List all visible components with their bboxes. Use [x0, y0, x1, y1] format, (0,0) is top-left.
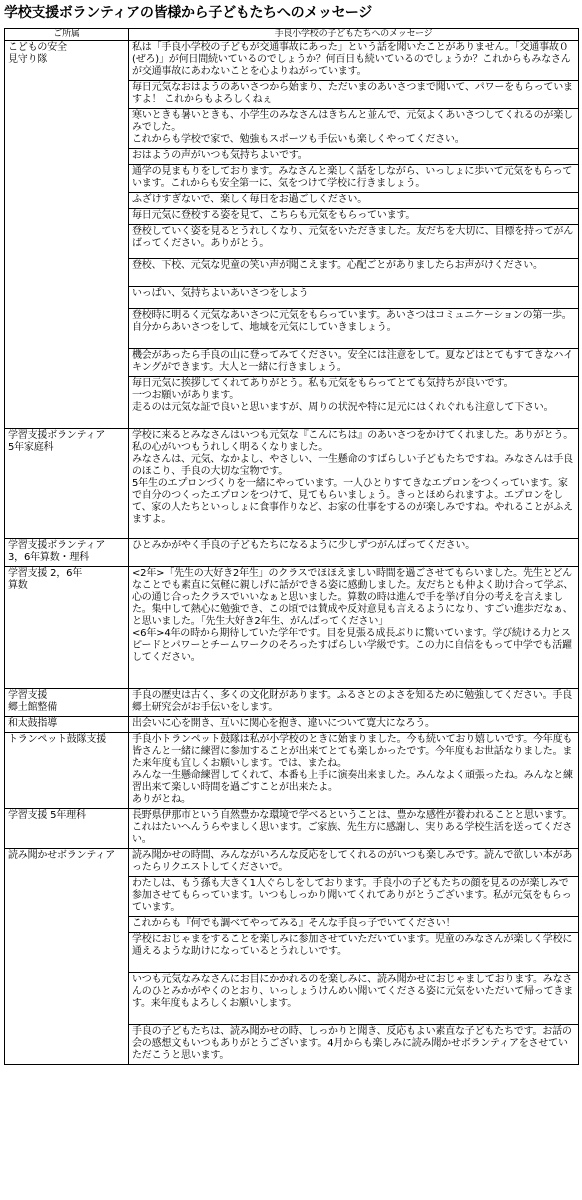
message-text: 手良小トランペット鼓隊は私が小学校のときに始まりました。今も続いており嬉しいです。今年度も皆さんと一緒に練習に参加することが出来てとても楽しかったです。今年度もお世話なりました。また来年度も宜しくお願いします。では、またね。 みんな一生懸命練習してくれて、本番も上手に演奏出来ました。みんなよく頑張ったね。みんなと練習出来て楽しい時間を過ごすことが出来たよ。 ありがとね。 [132, 734, 573, 805]
message-cell [129, 809, 579, 849]
message-cell [129, 165, 579, 193]
affiliation-label: 学習支援ボランティア 5年家庭科 [8, 430, 106, 453]
message-text: 毎日元気なおはようのあいさつから始まり、ただいまのあいさつまで聞いて、パワーをもらっていますよ！ これからもよろしくねぇ [132, 82, 573, 105]
message-cell [129, 377, 579, 429]
message-cell [129, 917, 579, 933]
message-cell [129, 429, 579, 539]
affiliation-cell [5, 429, 129, 539]
message-text: これからも『何でも調べてやってみる』そんな手良っ子でいてください！ [132, 918, 456, 929]
affiliation-label: 学習支援ボランティア 3，6年算数・理科 [8, 540, 106, 563]
table-row [5, 689, 579, 717]
message-text: 学校におじゃまをすることを楽しみに参加させていただいています。児童のみなさんが楽しく学校に通えるような助けになっているとうれしいです。 [132, 934, 573, 957]
message-cell [129, 717, 579, 733]
message-cell [129, 41, 579, 81]
affiliation-cell [5, 689, 129, 717]
affiliation-cell [5, 567, 129, 689]
message-text: 登校していく姿を見るとうれしくなり、元気をいただきました。友だちを大切に、目標を持ってがんばってください。ありがとう。 [132, 226, 573, 249]
affiliation-label: 和太鼓指導 [8, 718, 57, 729]
message-text: 読み聞かせの時間、みんながいろんな反応をしてくれるのがいつも楽しみです。読んで欲しい本があったらリクエストしてくださいで。 [132, 850, 573, 873]
message-cell [129, 849, 579, 877]
message-cell [129, 933, 579, 973]
header-affiliation: ご所属 [5, 29, 129, 41]
affiliation-label: 学習支援 2，6年 算数 [8, 568, 83, 591]
table-row [5, 567, 579, 689]
message-cell [129, 193, 579, 209]
affiliation-cell [5, 717, 129, 733]
affiliation-label: 学習支援 5年理科 [8, 810, 86, 821]
table-row [5, 41, 579, 81]
affiliation-label: 学習支援 郷土館整備 [8, 690, 57, 713]
table-body [5, 41, 579, 1065]
table-row [5, 733, 579, 809]
table-row [5, 809, 579, 849]
message-text: 手良の歴史は古く、多くの文化財があります。ふるさとのよさを知るために勉強してください。手良郷土研究会がお手伝いをします。 [132, 690, 572, 713]
message-cell [129, 309, 579, 349]
message-cell [129, 109, 579, 149]
message-text: わたしは、もう孫も大きく1人ぐらしをしております。手良小の子どもたちの顔を見るのが楽しみで参加させてもらっています。いつもしっかり聞いてくれてありがとうございます。私が元気をもらっています。 [132, 878, 572, 913]
message-text: 毎日元気に挨拶してくれてありがとう。私も元気をもらってとても気持ちが良いです。 一つお願いがあります。 走るのは元気な証で良いと思いますが、周りの状況や特に足元にはくれぐれも注意して下さい。 [132, 378, 554, 413]
message-cell [129, 149, 579, 165]
message-text: 通学の見まもりをしております。みなさんと楽しく話をしながら、いっしょに歩いて元気をもらっています。これからも安全第一に、気をつけて学校に行きましょう。 [132, 166, 573, 189]
message-cell [129, 81, 579, 109]
page-title: 学校支援ボランティアの皆様から子どもたちへのメッセージ [4, 5, 372, 21]
header-message: 手良小学校の子どもたちへのメッセージ [129, 29, 579, 41]
affiliation-cell [5, 849, 129, 1065]
table-row [5, 717, 579, 733]
message-cell [129, 877, 579, 917]
message-text: ひとみかがやく手良の子どもたちになるように少しずつがんばってください。 [132, 540, 475, 551]
message-text: 登校時に明るく元気なあいさつに元気をもらっています。あいさつはコミュニケーションの第一歩。自分からあいさつをして、地域を元気にしていきましょう。 [132, 310, 572, 333]
affiliation-label: こどもの安全 見守り隊 [8, 42, 67, 65]
message-text: <2年>「先生の大好き2年生」のクラスでほほえましい時間を過ごさせてもらいました。先生とどんなことでも素直に気軽に親しげに話ができる姿に感動しました。友だちとも仲よく助け合って学ぶ、心の通じ合ったクラスでいいなぁと思いました。算数の時は進んで手を挙げ自分の考えを言えました。集中して熱心に勉強でき、この頃では賛成や反対意見も言えるようになり、すごい進歩だなぁ、と思いました。「先生大好き2年生、がんばってください」 <6年>4年の時から期待していた学年です。目を見張る成長ぶりに驚いています。学び続ける力とスピードとパワーとチームワークのそろったすばらしい学級です。この力に自信をもって中学でも活躍してください。 [132, 568, 574, 663]
message-text: ふざけすぎないで、楽しく毎日をお過ごしください。 [132, 194, 367, 205]
message-text: 機会があったら手良の山に登ってみてください。安全には注意をして。夏などはとてもすてきなハイキングができます。大人と一緒に行きましょう。 [132, 350, 573, 373]
message-cell [129, 259, 579, 287]
message-cell [129, 733, 579, 809]
affiliation-cell [5, 733, 129, 809]
message-text: 毎日元気に登校する姿を見て、こちらも元気をもらっています。 [132, 210, 416, 221]
message-cell [129, 539, 579, 567]
table-row [5, 539, 579, 567]
message-cell [129, 689, 579, 717]
affiliation-label: トランペット鼓隊支援 [8, 734, 106, 745]
message-cell [129, 225, 579, 259]
message-text: 手良の子どもたちは、読み聞かせの時、しっかりと聞き、反応もよい素直な子どもたちです。お話の会の感想文もいつもありがとうございます。4月からも楽しみに読み聞かせボランティアをさせていただこうと思います。 [132, 1026, 572, 1061]
message-cell [129, 209, 579, 225]
message-text: おはようの声がいつも気持ちよいです。 [132, 150, 308, 161]
affiliation-label: 読み聞かせボランティア [8, 850, 115, 861]
message-table [4, 28, 579, 1065]
message-text: 出会いに心を開き、互いに関心を抱き、違いについて寛大になろう。 [132, 718, 435, 729]
message-cell [129, 1025, 579, 1065]
message-text: 寒いときも暑いときも、小学生のみなさんはきちんと並んで、元気よくあいさつしてくれるのが楽しみでした。 これからも学校で家で、勉強もスポーツも手伝いも楽しくやってください。 [132, 110, 573, 145]
message-text: いっぱい、気持ちよいあいさつをしよう [132, 288, 309, 299]
table-row [5, 429, 579, 539]
message-text: 長野県伊那市という自然豊かな環境で学べるということは、豊かな感性が養われることと思います。これはたいへんうらやましく思います。ご家族、先生方に感謝し、実りある学校生活を送ってください。 [132, 810, 573, 845]
message-cell [129, 287, 579, 309]
message-text: 登校、下校、元気な児童の笑い声が聞こえます。心配ごとがありましたらお声がけください。 [132, 260, 543, 271]
affiliation-cell [5, 41, 129, 429]
affiliation-cell [5, 539, 129, 567]
affiliation-cell [5, 809, 129, 849]
table-row [5, 849, 579, 877]
message-text: 学校に来るとみなさんはいつも元気な『こんにちは』のあいさつをかけてくれました。ありがとう。私の心がいつもうれしく明るくなりました。 みなさんは、元気、なかよし、やさしい、一生懸命のすばらしい子どもたちですね。みなさんは手良のほこり、手良の大切な宝物です。 5年生のエプロンづくりを一緒にやっています。一人ひとりすてきなエプロンをつくっています。家で自分のつくったエプロンをつけて、見てもらいましょう。きっとほめられますよ。エプロンをして、家の人たちといっしょに食事作りなど、お家の仕事をするのが楽しみですね。やれることがふえますよ。 [132, 430, 573, 525]
message-text: いつも元気なみなさんにお目にかかれるのを楽しみに、読み聞かせにおじゃましております。みなさんのひとみかがやくのとおり、いっしょうけんめい聞いてくださる姿に元気をいただいて帰ってきます。来年度もよろしくお願いします。 [132, 974, 573, 1009]
message-text: 私は「手良小学校の子どもが交通事故にあった」という話を聞いたことがありません。「交通事故０(ぜろ)」が何日間続いているのでしょうか？何百日も続いているのでしょうか？これからもみなさんが交通事故にあわないことを心よりねがっています。 [132, 42, 571, 77]
message-cell [129, 567, 579, 689]
message-cell [129, 349, 579, 377]
message-cell [129, 973, 579, 1025]
table-header-row [5, 29, 579, 41]
